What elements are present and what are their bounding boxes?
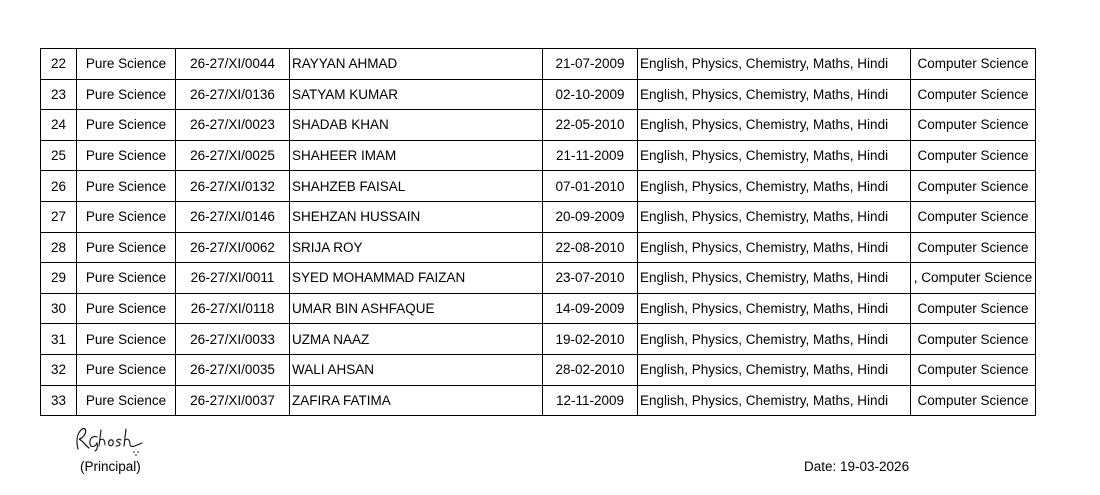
date-of-birth-cell: 21-11-2009 [543, 140, 638, 171]
optional-subject-cell: Computer Science [911, 232, 1036, 263]
date-of-birth-cell: 22-08-2010 [543, 232, 638, 263]
table-row [41, 385, 1036, 416]
subjects-cell: English, Physics, Chemistry, Maths, Hindi [638, 140, 911, 171]
serial-number-cell: 32 [41, 354, 77, 385]
registration-number-cell: 26-27/XI/0023 [176, 110, 290, 141]
date-of-birth-cell: 12-11-2009 [543, 385, 638, 416]
registration-number-cell: 26-27/XI/0033 [176, 324, 290, 355]
optional-subject-cell: Computer Science [911, 354, 1036, 385]
registration-number-cell: 26-27/XI/0035 [176, 354, 290, 385]
table-row [41, 171, 1036, 202]
registration-number-cell: 26-27/XI/0025 [176, 140, 290, 171]
stream-cell: Pure Science [77, 385, 176, 416]
date-of-birth-cell: 21-07-2009 [543, 49, 638, 80]
serial-number-cell: 28 [41, 232, 77, 263]
registration-number-cell: 26-27/XI/0136 [176, 79, 290, 110]
document-date: Date: 19-03-2026 [804, 459, 910, 474]
optional-subject-cell: Computer Science [911, 49, 1036, 80]
subjects-cell: English, Physics, Chemistry, Maths, Hindi [638, 263, 911, 294]
date-of-birth-cell: 28-02-2010 [543, 354, 638, 385]
serial-number-cell: 26 [41, 171, 77, 202]
student-name-cell: RAYYAN AHMAD [290, 49, 543, 80]
optional-subject-cell: Computer Science [911, 324, 1036, 355]
table-row [41, 232, 1036, 263]
table-row [41, 263, 1036, 294]
student-name-cell: SHADAB KHAN [290, 110, 543, 141]
date-of-birth-cell: 19-02-2010 [543, 324, 638, 355]
principal-label: (Principal) [80, 459, 141, 474]
optional-subject-cell: Computer Science [911, 140, 1036, 171]
date-of-birth-cell: 02-10-2009 [543, 79, 638, 110]
optional-subject-cell: Computer Science [911, 385, 1036, 416]
date-of-birth-cell: 22-05-2010 [543, 110, 638, 141]
table-row [41, 140, 1036, 171]
stream-cell: Pure Science [77, 232, 176, 263]
subjects-cell: English, Physics, Chemistry, Maths, Hindi [638, 385, 911, 416]
subjects-cell: English, Physics, Chemistry, Maths, Hindi [638, 201, 911, 232]
serial-number-cell: 30 [41, 293, 77, 324]
date-of-birth-cell: 23-07-2010 [543, 263, 638, 294]
date-of-birth-cell: 20-09-2009 [543, 201, 638, 232]
serial-number-cell: 23 [41, 79, 77, 110]
subjects-cell: English, Physics, Chemistry, Maths, Hindi [638, 110, 911, 141]
stream-cell: Pure Science [77, 140, 176, 171]
table-row [41, 354, 1036, 385]
registration-number-cell: 26-27/XI/0044 [176, 49, 290, 80]
registration-number-cell: 26-27/XI/0132 [176, 171, 290, 202]
stream-cell: Pure Science [77, 201, 176, 232]
student-name-cell: SHAHZEB FAISAL [290, 171, 543, 202]
registration-number-cell: 26-27/XI/0011 [176, 263, 290, 294]
optional-subject-cell: Computer Science [911, 201, 1036, 232]
subjects-cell: English, Physics, Chemistry, Maths, Hindi [638, 232, 911, 263]
serial-number-cell: 22 [41, 49, 77, 80]
serial-number-cell: 27 [41, 201, 77, 232]
stream-cell: Pure Science [77, 49, 176, 80]
stream-cell: Pure Science [77, 354, 176, 385]
serial-number-cell: 31 [41, 324, 77, 355]
subjects-cell: English, Physics, Chemistry, Maths, Hindi [638, 324, 911, 355]
principal-signature [70, 424, 150, 458]
subjects-cell: English, Physics, Chemistry, Maths, Hindi [638, 354, 911, 385]
table-row [41, 324, 1036, 355]
student-list-table [40, 48, 1036, 416]
registration-number-cell: 26-27/XI/0118 [176, 293, 290, 324]
subjects-cell: English, Physics, Chemistry, Maths, Hindi [638, 49, 911, 80]
serial-number-cell: 33 [41, 385, 77, 416]
serial-number-cell: 25 [41, 140, 77, 171]
stream-cell: Pure Science [77, 79, 176, 110]
serial-number-cell: 24 [41, 110, 77, 141]
date-of-birth-cell: 14-09-2009 [543, 293, 638, 324]
subjects-cell: English, Physics, Chemistry, Maths, Hindi [638, 293, 911, 324]
student-name-cell: SYED MOHAMMAD FAIZAN [290, 263, 543, 294]
table-row [41, 79, 1036, 110]
table-row [41, 49, 1036, 80]
student-name-cell: WALI AHSAN [290, 354, 543, 385]
registration-number-cell: 26-27/XI/0062 [176, 232, 290, 263]
optional-subject-cell: Computer Science [911, 79, 1036, 110]
subjects-cell: English, Physics, Chemistry, Maths, Hindi [638, 79, 911, 110]
table-row [41, 201, 1036, 232]
serial-number-cell: 29 [41, 263, 77, 294]
student-list-body [41, 49, 1036, 416]
optional-subject-cell: Computer Science [911, 110, 1036, 141]
optional-subject-cell: , Computer Science [911, 263, 1036, 294]
student-name-cell: UMAR BIN ASHFAQUE [290, 293, 543, 324]
student-name-cell: SHEHZAN HUSSAIN [290, 201, 543, 232]
student-name-cell: SATYAM KUMAR [290, 79, 543, 110]
registration-number-cell: 26-27/XI/0146 [176, 201, 290, 232]
stream-cell: Pure Science [77, 171, 176, 202]
stream-cell: Pure Science [77, 263, 176, 294]
stream-cell: Pure Science [77, 110, 176, 141]
table-row [41, 293, 1036, 324]
student-name-cell: ZAFIRA FATIMA [290, 385, 543, 416]
registration-number-cell: 26-27/XI/0037 [176, 385, 290, 416]
student-name-cell: SRIJA ROY [290, 232, 543, 263]
optional-subject-cell: Computer Science [911, 293, 1036, 324]
optional-subject-cell: Computer Science [911, 171, 1036, 202]
subjects-cell: English, Physics, Chemistry, Maths, Hindi [638, 171, 911, 202]
table-row [41, 110, 1036, 141]
stream-cell: Pure Science [77, 293, 176, 324]
date-of-birth-cell: 07-01-2010 [543, 171, 638, 202]
student-name-cell: SHAHEER IMAM [290, 140, 543, 171]
student-name-cell: UZMA NAAZ [290, 324, 543, 355]
stream-cell: Pure Science [77, 324, 176, 355]
